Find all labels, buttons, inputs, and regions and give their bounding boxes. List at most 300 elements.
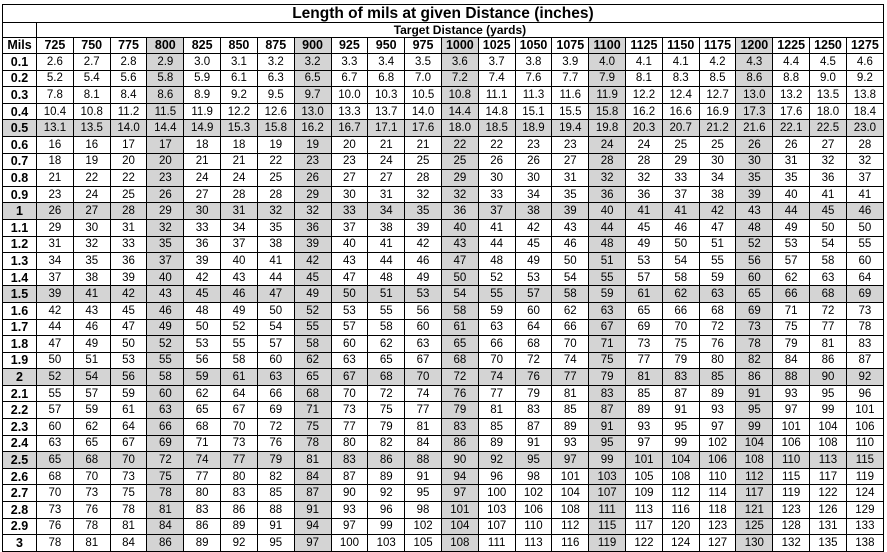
table-cell: 23 xyxy=(147,170,184,187)
table-cell: 63 xyxy=(405,336,442,353)
table-cell: 3.5 xyxy=(405,54,442,71)
table-cell: 15.8 xyxy=(589,103,626,120)
table-cell: 22 xyxy=(257,153,294,170)
table-cell: 40 xyxy=(773,186,810,203)
table-cell: 22 xyxy=(110,170,147,187)
table-cell: 47 xyxy=(37,336,74,353)
mils-row-label: 0.1 xyxy=(3,54,37,71)
table-cell: 86 xyxy=(221,502,258,519)
table-cell: 98 xyxy=(515,468,552,485)
table-cell: 12.6 xyxy=(257,103,294,120)
table-cell: 44 xyxy=(589,219,626,236)
table-cell: 3.2 xyxy=(257,54,294,71)
table-cell: 46 xyxy=(552,236,589,253)
table-cell: 7.9 xyxy=(589,70,626,87)
table-cell: 83 xyxy=(846,336,883,353)
table-cell: 97 xyxy=(331,518,368,535)
table-cell: 11.6 xyxy=(552,87,589,104)
table-cell: 39 xyxy=(37,286,74,303)
table-cell: 49 xyxy=(773,219,810,236)
table-cell: 35 xyxy=(73,253,110,270)
table-cell: 32 xyxy=(294,203,331,220)
table-cell: 79 xyxy=(662,352,699,369)
table-cell: 9.5 xyxy=(257,87,294,104)
mils-row-label: 2.5 xyxy=(3,452,37,469)
table-cell: 63 xyxy=(147,402,184,419)
table-cell: 101 xyxy=(846,402,883,419)
table-cell: 71 xyxy=(589,336,626,353)
table-cell: 21 xyxy=(37,170,74,187)
table-cell: 65 xyxy=(368,352,405,369)
table-cell: 50 xyxy=(184,319,221,336)
table-cell: 87 xyxy=(662,385,699,402)
table-cell: 44 xyxy=(368,253,405,270)
table-cell: 65 xyxy=(73,435,110,452)
table-cell: 124 xyxy=(846,485,883,502)
table-cell: 24 xyxy=(221,170,258,187)
table-cell: 26 xyxy=(773,136,810,153)
table-cell: 25 xyxy=(110,186,147,203)
table-cell: 35 xyxy=(147,236,184,253)
table-cell: 41 xyxy=(73,286,110,303)
table-cell: 4.5 xyxy=(810,54,847,71)
table-cell: 72 xyxy=(441,369,478,386)
table-cell: 56 xyxy=(736,253,773,270)
table-cell: 77 xyxy=(221,452,258,469)
table-cell: 97 xyxy=(552,452,589,469)
table-row xyxy=(3,136,884,153)
table-cell: 81 xyxy=(294,452,331,469)
table-cell: 55 xyxy=(368,302,405,319)
table-cell: 23 xyxy=(294,153,331,170)
table-row xyxy=(3,203,884,220)
table-cell: 4.2 xyxy=(699,54,736,71)
table-cell: 51 xyxy=(699,236,736,253)
table-cell: 65 xyxy=(184,402,221,419)
table-cell: 115 xyxy=(846,452,883,469)
table-cell: 113 xyxy=(810,452,847,469)
table-cell: 47 xyxy=(110,319,147,336)
table-cell: 77 xyxy=(331,419,368,436)
table-row xyxy=(3,153,884,170)
table-cell: 72 xyxy=(699,319,736,336)
table-row xyxy=(3,319,884,336)
table-cell: 123 xyxy=(773,502,810,519)
table-cell: 25 xyxy=(257,170,294,187)
table-cell: 50 xyxy=(552,253,589,270)
table-cell: 72 xyxy=(257,419,294,436)
table-cell: 59 xyxy=(110,385,147,402)
table-cell: 28 xyxy=(257,186,294,203)
table-cell: 42 xyxy=(405,236,442,253)
table-cell: 3.4 xyxy=(368,54,405,71)
table-cell: 88 xyxy=(405,452,442,469)
table-cell: 14.0 xyxy=(405,103,442,120)
table-cell: 100 xyxy=(478,485,515,502)
table-cell: 18 xyxy=(184,136,221,153)
table-cell: 47 xyxy=(699,219,736,236)
table-cell: 101 xyxy=(626,452,663,469)
table-cell: 76 xyxy=(257,435,294,452)
table-cell: 31 xyxy=(368,186,405,203)
table-row xyxy=(3,435,884,452)
table-cell: 58 xyxy=(552,286,589,303)
table-cell: 77 xyxy=(810,319,847,336)
table-cell: 49 xyxy=(294,286,331,303)
table-cell: 76 xyxy=(73,502,110,519)
table-cell: 16.7 xyxy=(331,120,368,137)
table-cell: 58 xyxy=(147,369,184,386)
table-cell: 43 xyxy=(736,203,773,220)
table-cell: 3.0 xyxy=(184,54,221,71)
table-cell: 39 xyxy=(736,186,773,203)
mils-row-label: 1.8 xyxy=(3,336,37,353)
table-cell: 11.1 xyxy=(478,87,515,104)
table-cell: 32 xyxy=(846,153,883,170)
distance-header-1200: 1200 xyxy=(736,38,773,54)
table-cell: 13.7 xyxy=(368,103,405,120)
table-cell: 48 xyxy=(478,253,515,270)
table-cell: 78 xyxy=(110,502,147,519)
table-cell: 14.4 xyxy=(441,103,478,120)
table-cell: 68 xyxy=(73,452,110,469)
table-cell: 95 xyxy=(810,385,847,402)
table-cell: 52 xyxy=(736,236,773,253)
table-cell: 13.8 xyxy=(846,87,883,104)
table-cell: 92 xyxy=(221,535,258,552)
table-cell: 64 xyxy=(846,269,883,286)
table-cell: 16.2 xyxy=(294,120,331,137)
table-cell: 28 xyxy=(405,170,442,187)
table-cell: 89 xyxy=(552,419,589,436)
table-cell: 20 xyxy=(331,136,368,153)
table-cell: 4.6 xyxy=(846,54,883,71)
table-cell: 73 xyxy=(73,485,110,502)
table-cell: 2.6 xyxy=(37,54,74,71)
table-cell: 10.5 xyxy=(405,87,442,104)
table-cell: 20 xyxy=(147,153,184,170)
table-cell: 51 xyxy=(368,286,405,303)
table-cell: 119 xyxy=(846,468,883,485)
table-cell: 60 xyxy=(37,419,74,436)
table-cell: 135 xyxy=(810,535,847,552)
table-cell: 18.0 xyxy=(810,103,847,120)
table-cell: 79 xyxy=(441,402,478,419)
table-cell: 4.3 xyxy=(736,54,773,71)
table-cell: 4.0 xyxy=(589,54,626,71)
table-cell: 111 xyxy=(589,502,626,519)
table-cell: 55 xyxy=(589,269,626,286)
table-cell: 48 xyxy=(184,302,221,319)
table-cell: 96 xyxy=(478,468,515,485)
table-row xyxy=(3,352,884,369)
table-cell: 120 xyxy=(662,518,699,535)
table-cell: 113 xyxy=(626,502,663,519)
table-cell: 86 xyxy=(441,435,478,452)
table-cell: 108 xyxy=(810,435,847,452)
table-cell: 78 xyxy=(37,535,74,552)
table-cell: 133 xyxy=(846,518,883,535)
table-cell: 5.6 xyxy=(110,70,147,87)
table-cell: 55 xyxy=(699,253,736,270)
table-cell: 24 xyxy=(626,136,663,153)
table-cell: 39 xyxy=(552,203,589,220)
table-cell: 110 xyxy=(846,435,883,452)
table-cell: 69 xyxy=(147,435,184,452)
mils-row-label: 0.8 xyxy=(3,170,37,187)
table-cell: 63 xyxy=(589,302,626,319)
table-cell: 59 xyxy=(73,402,110,419)
table-cell: 35 xyxy=(257,219,294,236)
table-cell: 6.5 xyxy=(294,70,331,87)
table-cell: 68 xyxy=(810,286,847,303)
table-cell: 83 xyxy=(589,385,626,402)
table-cell: 3.8 xyxy=(515,54,552,71)
table-cell: 26 xyxy=(515,153,552,170)
table-cell: 75 xyxy=(589,352,626,369)
target-distance-label: Target Distance (yards) xyxy=(37,23,884,38)
table-cell: 63 xyxy=(331,352,368,369)
mils-row-label: 2.1 xyxy=(3,385,37,402)
table-cell: 47 xyxy=(257,286,294,303)
table-cell: 77 xyxy=(478,385,515,402)
table-row xyxy=(3,253,884,270)
table-cell: 91 xyxy=(257,518,294,535)
table-cell: 121 xyxy=(736,502,773,519)
table-cell: 83 xyxy=(184,502,221,519)
table-cell: 99 xyxy=(662,435,699,452)
mils-row-label: 2.3 xyxy=(3,419,37,436)
table-cell: 50 xyxy=(257,302,294,319)
table-cell: 25 xyxy=(405,153,442,170)
table-cell: 50 xyxy=(441,269,478,286)
mils-row-label: 1.6 xyxy=(3,302,37,319)
table-cell: 126 xyxy=(810,502,847,519)
table-cell: 98 xyxy=(405,502,442,519)
table-cell: 89 xyxy=(699,385,736,402)
table-cell: 60 xyxy=(331,336,368,353)
table-cell: 26 xyxy=(37,203,74,220)
table-cell: 23 xyxy=(515,136,552,153)
table-cell: 70 xyxy=(73,468,110,485)
table-cell: 11.5 xyxy=(147,103,184,120)
table-cell: 68 xyxy=(368,369,405,386)
table-cell: 106 xyxy=(846,419,883,436)
table-cell: 47 xyxy=(331,269,368,286)
table-cell: 36 xyxy=(110,253,147,270)
table-cell: 7.4 xyxy=(478,70,515,87)
distance-header-1025: 1025 xyxy=(478,38,515,54)
table-cell: 50 xyxy=(37,352,74,369)
table-row xyxy=(3,402,884,419)
table-cell: 37 xyxy=(147,253,184,270)
table-cell: 73 xyxy=(331,402,368,419)
table-cell: 54 xyxy=(441,286,478,303)
table-cell: 48 xyxy=(589,236,626,253)
table-cell: 79 xyxy=(773,336,810,353)
table-cell: 70 xyxy=(552,336,589,353)
table-cell: 113 xyxy=(515,535,552,552)
table-cell: 84 xyxy=(110,535,147,552)
table-cell: 19 xyxy=(257,136,294,153)
table-cell: 34 xyxy=(37,253,74,270)
table-cell: 37 xyxy=(478,203,515,220)
distance-header-800: 800 xyxy=(147,38,184,54)
table-cell: 71 xyxy=(184,435,221,452)
table-cell: 45 xyxy=(810,203,847,220)
table-cell: 20.3 xyxy=(626,120,663,137)
table-cell: 78 xyxy=(846,319,883,336)
table-cell: 46 xyxy=(846,203,883,220)
table-cell: 72 xyxy=(368,385,405,402)
distance-header-975: 975 xyxy=(405,38,442,54)
table-cell: 68 xyxy=(184,419,221,436)
table-cell: 55 xyxy=(846,236,883,253)
table-cell: 63 xyxy=(699,286,736,303)
mils-column-header: Mils xyxy=(3,38,37,54)
table-cell: 74 xyxy=(478,369,515,386)
table-cell: 12.4 xyxy=(662,87,699,104)
table-cell: 117 xyxy=(810,468,847,485)
table-cell: 90 xyxy=(810,369,847,386)
table-row xyxy=(3,87,884,104)
table-cell: 35 xyxy=(405,203,442,220)
table-cell: 5.8 xyxy=(147,70,184,87)
mils-row-label: 2.4 xyxy=(3,435,37,452)
table-cell: 21 xyxy=(221,153,258,170)
table-cell: 102 xyxy=(699,435,736,452)
table-row xyxy=(3,70,884,87)
table-cell: 52 xyxy=(294,302,331,319)
table-cell: 86 xyxy=(147,535,184,552)
table-cell: 13.1 xyxy=(37,120,74,137)
table-cell: 93 xyxy=(699,402,736,419)
table-cell: 55 xyxy=(294,319,331,336)
table-cell: 60 xyxy=(846,253,883,270)
table-cell: 66 xyxy=(773,286,810,303)
table-cell: 27 xyxy=(331,170,368,187)
table-cell: 66 xyxy=(662,302,699,319)
table-cell: 26 xyxy=(294,170,331,187)
table-cell: 4.1 xyxy=(626,54,663,71)
table-cell: 83 xyxy=(515,402,552,419)
table-cell: 103 xyxy=(589,468,626,485)
table-cell: 52 xyxy=(221,319,258,336)
table-cell: 38 xyxy=(73,269,110,286)
table-cell: 44 xyxy=(37,319,74,336)
table-cell: 13.5 xyxy=(73,120,110,137)
table-cell: 95 xyxy=(405,485,442,502)
table-cell: 106 xyxy=(699,452,736,469)
table-cell: 38 xyxy=(699,186,736,203)
table-cell: 19 xyxy=(294,136,331,153)
table-cell: 13.5 xyxy=(810,87,847,104)
table-cell: 92 xyxy=(846,369,883,386)
table-cell: 43 xyxy=(552,219,589,236)
table-cell: 18.4 xyxy=(846,103,883,120)
table-cell: 70 xyxy=(37,485,74,502)
table-cell: 101 xyxy=(441,502,478,519)
table-cell: 20 xyxy=(110,153,147,170)
table-cell: 40 xyxy=(221,253,258,270)
table-cell: 68 xyxy=(441,352,478,369)
table-cell: 104 xyxy=(810,419,847,436)
table-cell: 82 xyxy=(257,468,294,485)
table-cell: 19 xyxy=(73,153,110,170)
table-cell: 44 xyxy=(257,269,294,286)
table-cell: 49 xyxy=(515,253,552,270)
table-cell: 93 xyxy=(773,385,810,402)
table-cell: 92 xyxy=(478,452,515,469)
table-cell: 104 xyxy=(662,452,699,469)
table-cell: 19.4 xyxy=(552,120,589,137)
table-cell: 58 xyxy=(294,336,331,353)
table-cell: 54 xyxy=(73,369,110,386)
table-cell: 67 xyxy=(110,435,147,452)
table-cell: 7.2 xyxy=(441,70,478,87)
table-cell: 59 xyxy=(589,286,626,303)
table-cell: 36 xyxy=(810,170,847,187)
table-cell: 32 xyxy=(626,170,663,187)
table-cell: 2.9 xyxy=(147,54,184,71)
table-cell: 46 xyxy=(147,302,184,319)
table-cell: 65 xyxy=(37,452,74,469)
table-cell: 30 xyxy=(736,153,773,170)
table-cell: 30 xyxy=(73,219,110,236)
table-cell: 83 xyxy=(441,419,478,436)
table-cell: 83 xyxy=(221,485,258,502)
table-cell: 111 xyxy=(478,535,515,552)
table-cell: 59 xyxy=(184,369,221,386)
table-cell: 110 xyxy=(699,468,736,485)
table-cell: 4.1 xyxy=(662,54,699,71)
table-cell: 114 xyxy=(699,485,736,502)
table-cell: 60 xyxy=(405,319,442,336)
table-cell: 3.2 xyxy=(294,54,331,71)
mils-row-label: 0.6 xyxy=(3,136,37,153)
table-cell: 75 xyxy=(110,485,147,502)
table-cell: 17.6 xyxy=(405,120,442,137)
table-cell: 123 xyxy=(699,518,736,535)
table-cell: 69 xyxy=(736,302,773,319)
table-row xyxy=(3,186,884,203)
table-cell: 50 xyxy=(331,286,368,303)
table-cell: 119 xyxy=(589,535,626,552)
table-cell: 46 xyxy=(221,286,258,303)
table-cell: 61 xyxy=(221,369,258,386)
distance-header-925: 925 xyxy=(331,38,368,54)
table-cell: 57 xyxy=(73,385,110,402)
table-cell: 6.1 xyxy=(221,70,258,87)
table-cell: 81 xyxy=(810,336,847,353)
distance-header-1250: 1250 xyxy=(810,38,847,54)
table-cell: 52 xyxy=(478,269,515,286)
mils-row-label: 1.2 xyxy=(3,236,37,253)
table-cell: 50 xyxy=(810,219,847,236)
table-cell: 87 xyxy=(515,419,552,436)
table-cell: 58 xyxy=(441,302,478,319)
table-cell: 24 xyxy=(73,186,110,203)
table-cell: 42 xyxy=(515,219,552,236)
table-cell: 13.0 xyxy=(736,87,773,104)
table-cell: 8.1 xyxy=(626,70,663,87)
table-cell: 71 xyxy=(773,302,810,319)
table-cell: 76 xyxy=(515,369,552,386)
table-cell: 48 xyxy=(368,269,405,286)
table-cell: 43 xyxy=(441,236,478,253)
mils-row-label: 0.5 xyxy=(3,120,37,137)
table-cell: 89 xyxy=(626,402,663,419)
